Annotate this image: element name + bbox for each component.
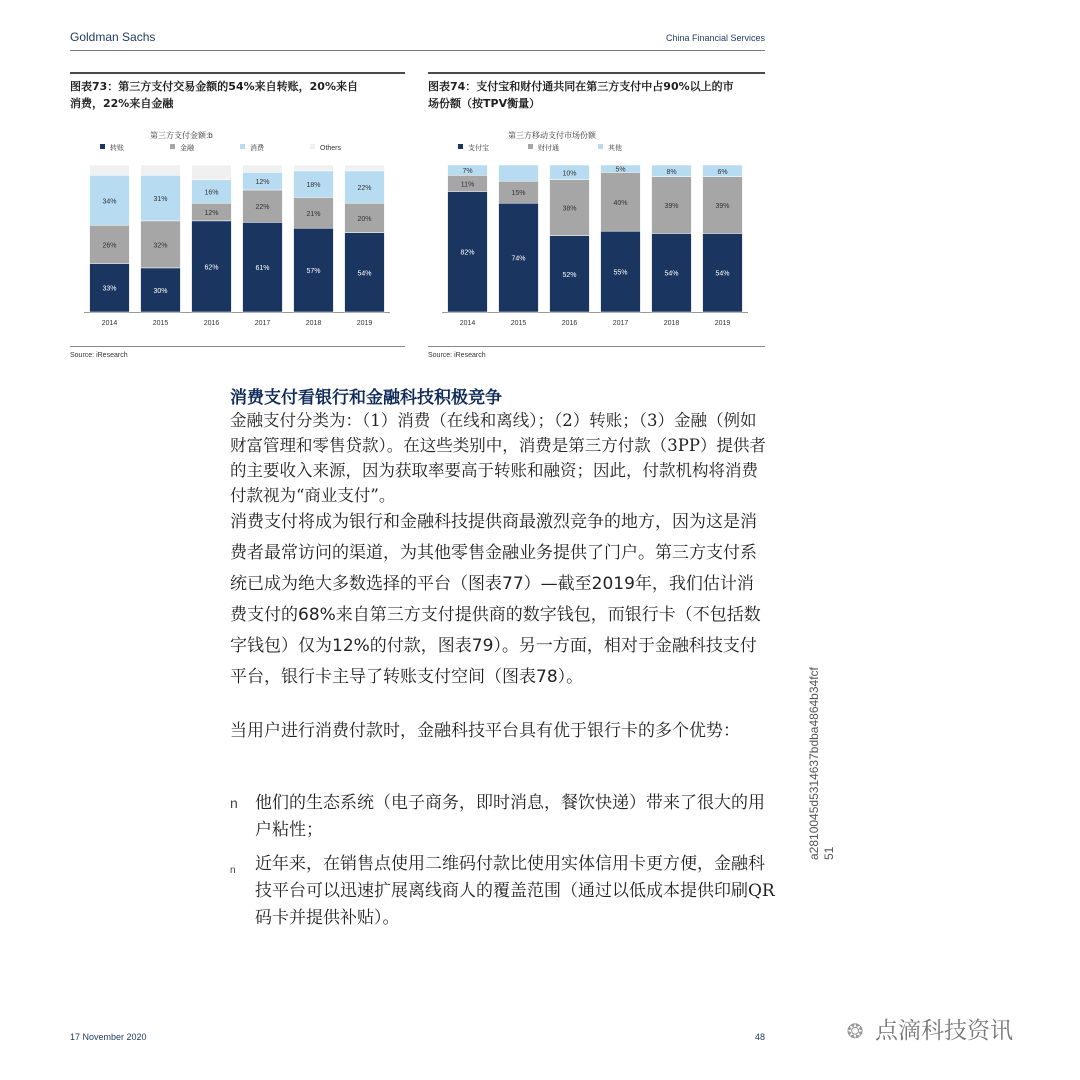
data-label: 5% xyxy=(615,166,626,174)
data-label: 54% xyxy=(357,270,372,278)
paragraph-3: 当用户进行消费付款时，金融科技平台具有优于银行卡的多个优势： xyxy=(230,721,740,741)
figure73-title-line1: 图表73：第三方支付交易金额的54%来自转账，20%来自 xyxy=(70,80,358,93)
x-tick-label: 2019 xyxy=(714,320,731,327)
data-label: 34% xyxy=(102,198,117,206)
bar-segment xyxy=(141,165,181,175)
data-label: 39% xyxy=(715,203,730,211)
legend-label: 支付宝 xyxy=(468,145,489,152)
figure74-title xyxy=(428,78,773,112)
data-label: 38% xyxy=(562,205,577,213)
paragraph-1: 金融支付分类为：（1）消费（在线和离线）；（2）转账；（3）金融（例如财富管理和零售贷款）。在这些类别中，消费是第三方付款（3PP）提供者的主要收入来源，因为获取率要高于转账和融资；因此，付款机构将消费付款视为“商业支付”。 xyxy=(230,411,766,505)
data-label: 74% xyxy=(511,255,526,263)
data-label: 31% xyxy=(153,196,168,204)
figure74-top-rule xyxy=(428,72,765,74)
brand-name: Goldman Sachs xyxy=(70,30,156,44)
data-label: 40% xyxy=(613,199,628,207)
section-title: 消费支付看银行和金融科技积极竞争 xyxy=(230,388,502,408)
data-label: 12% xyxy=(204,210,219,218)
x-tick-label: 2019 xyxy=(356,320,373,327)
bar-segment xyxy=(90,165,130,175)
footer-date: 17 November 2020 xyxy=(70,1032,147,1042)
header-rule xyxy=(70,50,765,51)
bar-segment xyxy=(499,165,539,181)
data-label: 21% xyxy=(306,210,321,218)
data-label: 12% xyxy=(255,179,270,187)
data-label: 39% xyxy=(664,203,679,211)
data-label: 10% xyxy=(562,170,577,178)
report-section: China Financial Services xyxy=(665,33,765,43)
data-label: 22% xyxy=(255,204,270,212)
figure74-title-line2: 场份额（按TPV衡量） xyxy=(428,97,541,110)
legend-swatch xyxy=(240,144,245,149)
data-label: 54% xyxy=(715,270,730,278)
chart-title: 第三方支付金额:b xyxy=(150,131,213,140)
x-tick-label: 2014 xyxy=(459,320,476,327)
figure74-title-line1: 图表74：支付宝和财付通共同在第三方支付中占90%以上的市 xyxy=(428,80,734,93)
watermark-text: 点滴科技资讯 xyxy=(875,1018,1013,1044)
data-label: 11% xyxy=(460,181,475,189)
side-id-line1: a2810045d5314637bdba4864b34fcf xyxy=(807,667,821,860)
data-label: 6% xyxy=(717,168,728,176)
figure74-source: Source: iResearch xyxy=(428,352,486,359)
bullet-item-2 xyxy=(230,851,775,932)
legend-swatch xyxy=(310,144,315,149)
figure73-title xyxy=(70,78,410,112)
bar-segment xyxy=(345,165,385,171)
figure73-bottom-rule xyxy=(70,346,405,347)
side-id-line2: 51 xyxy=(822,846,836,860)
figure74-bottom-rule xyxy=(428,346,765,347)
x-tick-label: 2016 xyxy=(561,320,578,327)
bar-segment xyxy=(294,165,334,171)
data-label: 15% xyxy=(511,190,526,198)
data-label: 55% xyxy=(613,269,628,277)
data-label: 82% xyxy=(460,249,475,257)
legend-label: 金融 xyxy=(180,145,194,152)
data-label: 20% xyxy=(357,215,372,223)
x-tick-label: 2016 xyxy=(203,320,220,327)
data-label: 16% xyxy=(204,189,219,197)
legend-label: Others xyxy=(320,145,342,152)
legend-swatch xyxy=(100,144,105,149)
data-label: 7% xyxy=(462,168,473,176)
legend-label: 消费 xyxy=(250,145,264,152)
data-label: 32% xyxy=(153,242,168,250)
x-tick-label: 2018 xyxy=(305,320,322,327)
data-label: 61% xyxy=(255,265,270,273)
legend-swatch xyxy=(458,144,463,149)
watermark xyxy=(835,1012,1013,1045)
data-label: 52% xyxy=(562,271,577,279)
side-document-id xyxy=(800,640,840,860)
bullet-text: 近年来，在销售点使用二维码付款比使用实体信用卡更方便，金融科技平台可以迅速扩展离线商人的覆盖范围（通过以低成本提供印刷QR码卡并提供补贴）。 xyxy=(255,854,775,928)
x-tick-label: 2017 xyxy=(254,320,271,327)
chart-title: 第三方移动支付市场份额 xyxy=(508,131,596,140)
x-tick-label: 2018 xyxy=(663,320,680,327)
x-tick-label: 2015 xyxy=(510,320,527,327)
legend-label: 其他 xyxy=(608,145,622,152)
data-label: 8% xyxy=(666,168,677,176)
x-tick-label: 2014 xyxy=(101,320,118,327)
legend-swatch xyxy=(598,144,603,149)
data-label: 62% xyxy=(204,264,219,272)
paragraph-2: 消费支付将成为银行和金融科技提供商最激烈竞争的地方，因为这是消费者最常访问的渠道，为其他零售金融业务提供了门户。第三方支付系统已成为绝大多数选择的平台（图表77）—截至2019年，我们估计消费支付的68%来自第三方支付提供商的数字钱包，而银行卡（不包括数字钱包）仅为12%的付款，图表79）。另一方面，相对于金融科技支付平台，银行卡主导了转账支付空间（图表78）。 xyxy=(230,512,761,687)
bullet-text: 他们的生态系统（电子商务，即时消息，餐饮快递）带来了很大的用户粘性； xyxy=(255,793,765,840)
chart-figure73 xyxy=(80,125,400,330)
legend-swatch xyxy=(170,144,175,149)
bullet-marker: n xyxy=(230,865,236,876)
x-tick-label: 2015 xyxy=(152,320,169,327)
data-label: 54% xyxy=(664,270,679,278)
data-label: 26% xyxy=(102,242,117,250)
legend-label: 财付通 xyxy=(538,145,559,152)
wechat-icon: ❂ xyxy=(846,1019,864,1043)
bullet-item-1 xyxy=(230,790,775,844)
data-label: 22% xyxy=(357,185,372,193)
x-tick-label: 2017 xyxy=(612,320,629,327)
data-label: 18% xyxy=(306,182,321,190)
chart-figure74 xyxy=(438,125,758,330)
data-label: 30% xyxy=(153,287,168,295)
figure73-title-line2: 消费，22%来自金融 xyxy=(70,97,174,110)
data-label: 57% xyxy=(306,268,321,276)
bullet-marker: n xyxy=(230,795,238,811)
legend-label: 转账 xyxy=(110,145,124,152)
figure73-top-rule xyxy=(70,72,405,74)
bar-segment xyxy=(192,165,232,180)
page-number: 48 xyxy=(755,1032,766,1042)
data-label: 33% xyxy=(102,285,117,293)
figure73-source: Source: iResearch xyxy=(70,352,128,359)
legend-swatch xyxy=(528,144,533,149)
bar-segment xyxy=(243,165,283,172)
